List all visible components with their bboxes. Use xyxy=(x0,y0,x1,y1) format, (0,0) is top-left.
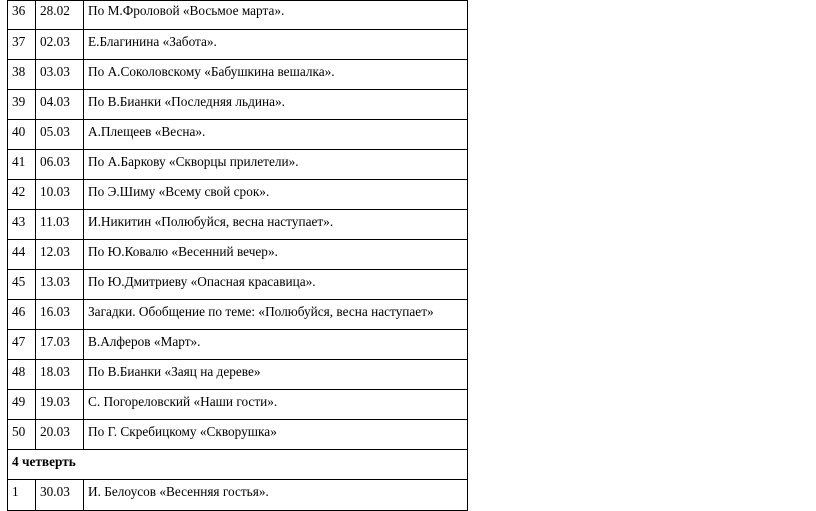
cell-date: 19.03 xyxy=(36,390,84,420)
table-row xyxy=(8,390,468,420)
cell-date: 17.03 xyxy=(36,330,84,360)
cell-num: 39 xyxy=(8,90,36,120)
cell-date: 05.03 xyxy=(36,120,84,150)
cell-num: 46 xyxy=(8,300,36,330)
table-row xyxy=(8,360,468,390)
cell-topic: Загадки. Обобщение по теме: «Полюбуйся, весна наступает» xyxy=(84,300,468,330)
cell-date: 13.03 xyxy=(36,270,84,300)
table-row xyxy=(8,270,468,300)
cell-topic: По Э.Шиму «Всему свой срок». xyxy=(84,180,468,210)
cell-topic: По А.Соколовскому «Бабушкина вешалка». xyxy=(84,60,468,90)
cell-topic: По Ю.Дмитриеву «Опасная красавица». xyxy=(84,270,468,300)
table-row xyxy=(8,90,468,120)
quarter-heading: 4 четверть xyxy=(8,450,468,480)
quarter-row xyxy=(8,450,468,480)
cell-date: 12.03 xyxy=(36,240,84,270)
cell-topic: По В.Бианки «Последняя льдина». xyxy=(84,90,468,120)
cell-num: 47 xyxy=(8,330,36,360)
table-row xyxy=(8,150,468,180)
cell-date: 10.03 xyxy=(36,180,84,210)
cell-num: 36 xyxy=(8,1,36,30)
cell-topic: С. Погореловский «Наши гости». xyxy=(84,390,468,420)
table-row xyxy=(8,300,468,330)
table-row xyxy=(8,240,468,270)
table-row xyxy=(8,30,468,60)
cell-date: 20.03 xyxy=(36,420,84,450)
cell-num: 1 xyxy=(8,480,36,511)
table-row xyxy=(8,210,468,240)
cell-num: 41 xyxy=(8,150,36,180)
cell-topic: Е.Благинина «Забота». xyxy=(84,30,468,60)
table-body xyxy=(8,1,468,511)
cell-topic: По М.Фроловой «Восьмое марта». xyxy=(84,1,468,30)
cell-date: 02.03 xyxy=(36,30,84,60)
cell-date: 30.03 xyxy=(36,480,84,511)
cell-date: 11.03 xyxy=(36,210,84,240)
table-row xyxy=(8,60,468,90)
table-row xyxy=(8,330,468,360)
cell-num: 45 xyxy=(8,270,36,300)
cell-num: 37 xyxy=(8,30,36,60)
table-row xyxy=(8,420,468,450)
cell-topic: И. Белоусов «Весенняя гостья». xyxy=(84,480,468,511)
cell-topic: И.Никитин «Полюбуйся, весна наступает». xyxy=(84,210,468,240)
cell-num: 49 xyxy=(8,390,36,420)
cell-num: 43 xyxy=(8,210,36,240)
cell-num: 50 xyxy=(8,420,36,450)
cell-date: 04.03 xyxy=(36,90,84,120)
table-row xyxy=(8,1,468,30)
cell-topic: По В.Бианки «Заяц на дереве» xyxy=(84,360,468,390)
cell-date: 03.03 xyxy=(36,60,84,90)
cell-topic: По А.Баркову «Скворцы прилетели». xyxy=(84,150,468,180)
cell-num: 44 xyxy=(8,240,36,270)
cell-num: 38 xyxy=(8,60,36,90)
cell-topic: По Г. Скребицкому «Скворушка» xyxy=(84,420,468,450)
cell-num: 42 xyxy=(8,180,36,210)
cell-date: 18.03 xyxy=(36,360,84,390)
cell-topic: По Ю.Ковалю «Весенний вечер». xyxy=(84,240,468,270)
cell-num: 48 xyxy=(8,360,36,390)
lesson-plan-table xyxy=(7,0,468,511)
cell-num: 40 xyxy=(8,120,36,150)
cell-date: 28.02 xyxy=(36,1,84,30)
table-row xyxy=(8,120,468,150)
cell-topic: В.Алферов «Март». xyxy=(84,330,468,360)
cell-date: 16.03 xyxy=(36,300,84,330)
table-row xyxy=(8,480,468,511)
cell-topic: А.Плещеев «Весна». xyxy=(84,120,468,150)
table-row xyxy=(8,180,468,210)
cell-date: 06.03 xyxy=(36,150,84,180)
